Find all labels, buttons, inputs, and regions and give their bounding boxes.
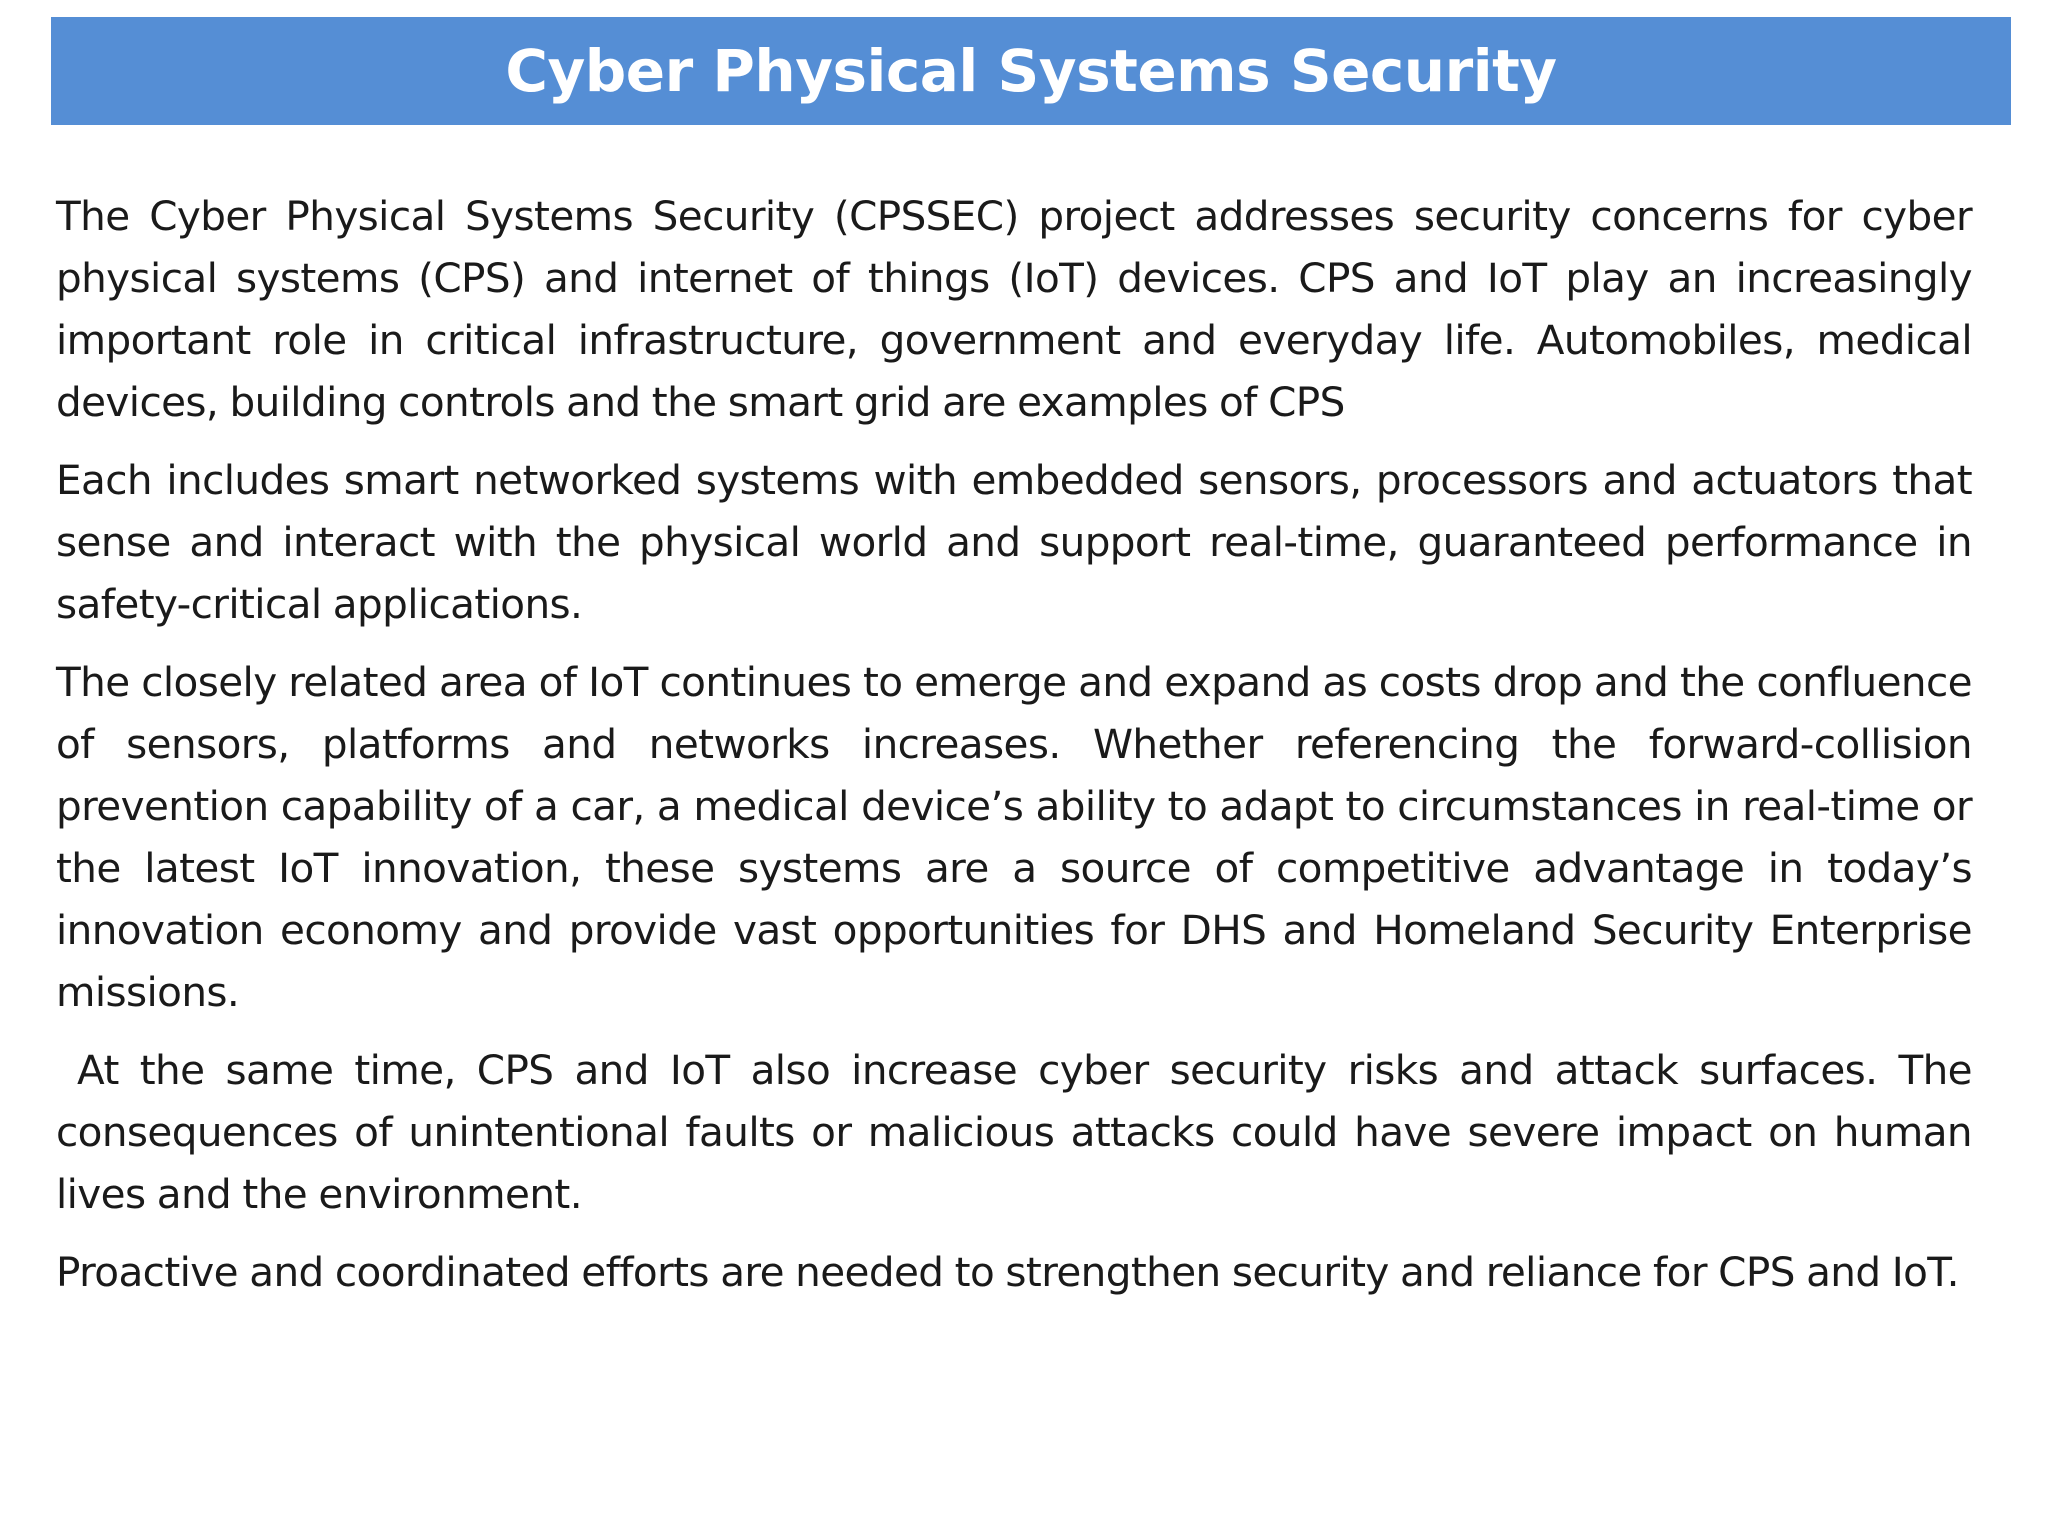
paragraph-iot-expansion: The closely related area of IoT continues to emerge and expand as costs drop and the confluence of sensors, platforms and networks increases. Whether referencing the forward-collision prevention capability of a car, a medical device’s ability to adapt to circumstances in real-time or the latest IoT innovation, these systems are a source of competitive advantage in today’s innovation economy and provide vast opportunities for DHS and Homeland Security Enterprise missions. — [56, 658, 1972, 1016]
slide-title: Cyber Physical Systems Security — [505, 37, 1557, 105]
slide-body — [56, 185, 1984, 1319]
paragraph-proactive-efforts: Proactive and coordinated efforts are needed to strengthen security and reliance for CPS and IoT. — [56, 1248, 1959, 1296]
paragraph-security-risks: At the same time, CPS and IoT also increase cyber security risks and attack surfaces. The consequences of unintentional faults or malicious attacks could have severe impact on human lives and the environment. — [56, 1046, 1984, 1218]
paragraph-cpssec-overview: The Cyber Physical Systems Security (CPSSEC) project addresses security concerns for cyber physical systems (CPS) and internet of things (IoT) devices. CPS and IoT play an increasingly important role in critical infrastructure, government and everyday life. Automobiles, medical devices, building controls and the smart grid are examples of CPS — [56, 192, 1972, 426]
paragraph-embedded-systems: Each includes smart networked systems with embedded sensors, processors and actuators that sense and interact with the physical world and support real-time, guaranteed performance in safety-critical applications. — [56, 456, 1972, 628]
title-banner — [51, 17, 2011, 125]
